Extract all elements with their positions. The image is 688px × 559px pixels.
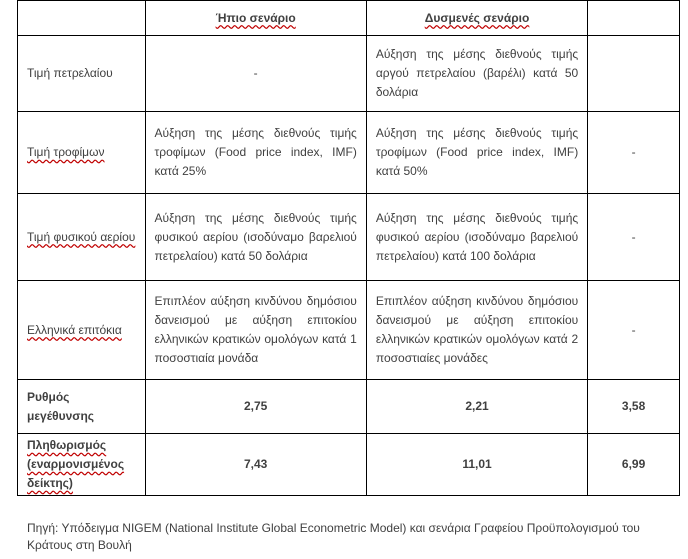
row-label bbox=[18, 281, 146, 380]
adverse-cell: 2,21 bbox=[366, 380, 587, 434]
scenario-table bbox=[17, 0, 680, 496]
header-mild-scenario bbox=[145, 1, 366, 36]
adverse-cell: Αύξηση της μέσης διεθνούς τιμής τροφίμων (Food price index, IMF) κατά 50% bbox=[366, 112, 587, 194]
other-cell: - bbox=[588, 194, 680, 281]
row-label bbox=[18, 112, 146, 194]
other-cell: 6,99 bbox=[588, 434, 680, 496]
table-row bbox=[18, 380, 680, 434]
other-cell: - bbox=[588, 112, 680, 194]
table-row bbox=[18, 434, 680, 496]
header-other-cell bbox=[588, 1, 680, 36]
other-cell: 3,58 bbox=[588, 380, 680, 434]
mild-cell: 7,43 bbox=[145, 434, 366, 496]
header-adverse-label: Δυσμενές σενάριο bbox=[424, 10, 530, 25]
mild-cell: - bbox=[145, 36, 366, 112]
other-cell: - bbox=[588, 281, 680, 380]
adverse-cell: 11,01 bbox=[366, 434, 587, 496]
row-label-text: Πληθωρισμός (εναρμονισμένος δείκτης) bbox=[27, 438, 125, 490]
table-row bbox=[18, 36, 680, 112]
adverse-cell: Αύξηση της μέσης διεθνούς τιμής φυσικού αερίου (ισοδύναμο βαρελιού πετρελαίου) κατά 100 δολάρια bbox=[366, 194, 587, 281]
mild-cell: 2,75 bbox=[145, 380, 366, 434]
row-label-text: Τιμή τροφίμων bbox=[27, 145, 105, 159]
row-label: Τιμή πετρελαίου bbox=[18, 36, 146, 112]
other-cell bbox=[588, 36, 680, 112]
header-mild-label: Ήπιο σενάριο bbox=[215, 10, 296, 25]
table-header-row bbox=[18, 1, 680, 36]
table-row bbox=[18, 112, 680, 194]
row-label bbox=[18, 434, 146, 496]
mild-cell: Αύξηση της μέσης διεθνούς τιμής φυσικού αερίου (ισοδύναμο βαρελιού πετρελαίου) κατά 50 δολάρια bbox=[145, 194, 366, 281]
mild-cell: Επιπλέον αύξηση κινδύνου δημόσιου δανεισμού με αύξηση επιτοκίου ελληνικών κρατικών ομολόγων κατά 1 ποσοστιαία μονάδα bbox=[145, 281, 366, 380]
row-label bbox=[18, 194, 146, 281]
header-adverse-scenario bbox=[366, 1, 587, 36]
adverse-cell: Αύξηση της μέσης διεθνούς τιμής αργού πετρελαίου (βαρέλι) κατά 50 δολάρια bbox=[366, 36, 587, 112]
row-label-text: Ελληνικά επιτόκια bbox=[27, 322, 122, 337]
row-label: Ρυθμός μεγέθυνσης bbox=[18, 380, 146, 434]
adverse-cell: Επιπλέον αύξηση κινδύνου δημόσιου δανεισμού με αύξηση επιτοκίου ελληνικών κρατικών ομολόγων κατά 2 ποσοστιαίες μονάδες bbox=[366, 281, 587, 380]
row-label-text: Τιμή φυσικού αερίου bbox=[27, 229, 136, 244]
header-empty-cell bbox=[18, 1, 146, 36]
mild-cell: Αύξηση της μέσης διεθνούς τιμής τροφίμων (Food price index, IMF) κατά 25% bbox=[145, 112, 366, 194]
table-row bbox=[18, 194, 680, 281]
source-note: Πηγή: Υπόδειγμα NIGEM (National Institute Global Econometric Model) και σενάρια Γραφείου Προϋπολογισμού του Κράτους στη Βουλή bbox=[27, 521, 640, 552]
table-row bbox=[18, 281, 680, 380]
